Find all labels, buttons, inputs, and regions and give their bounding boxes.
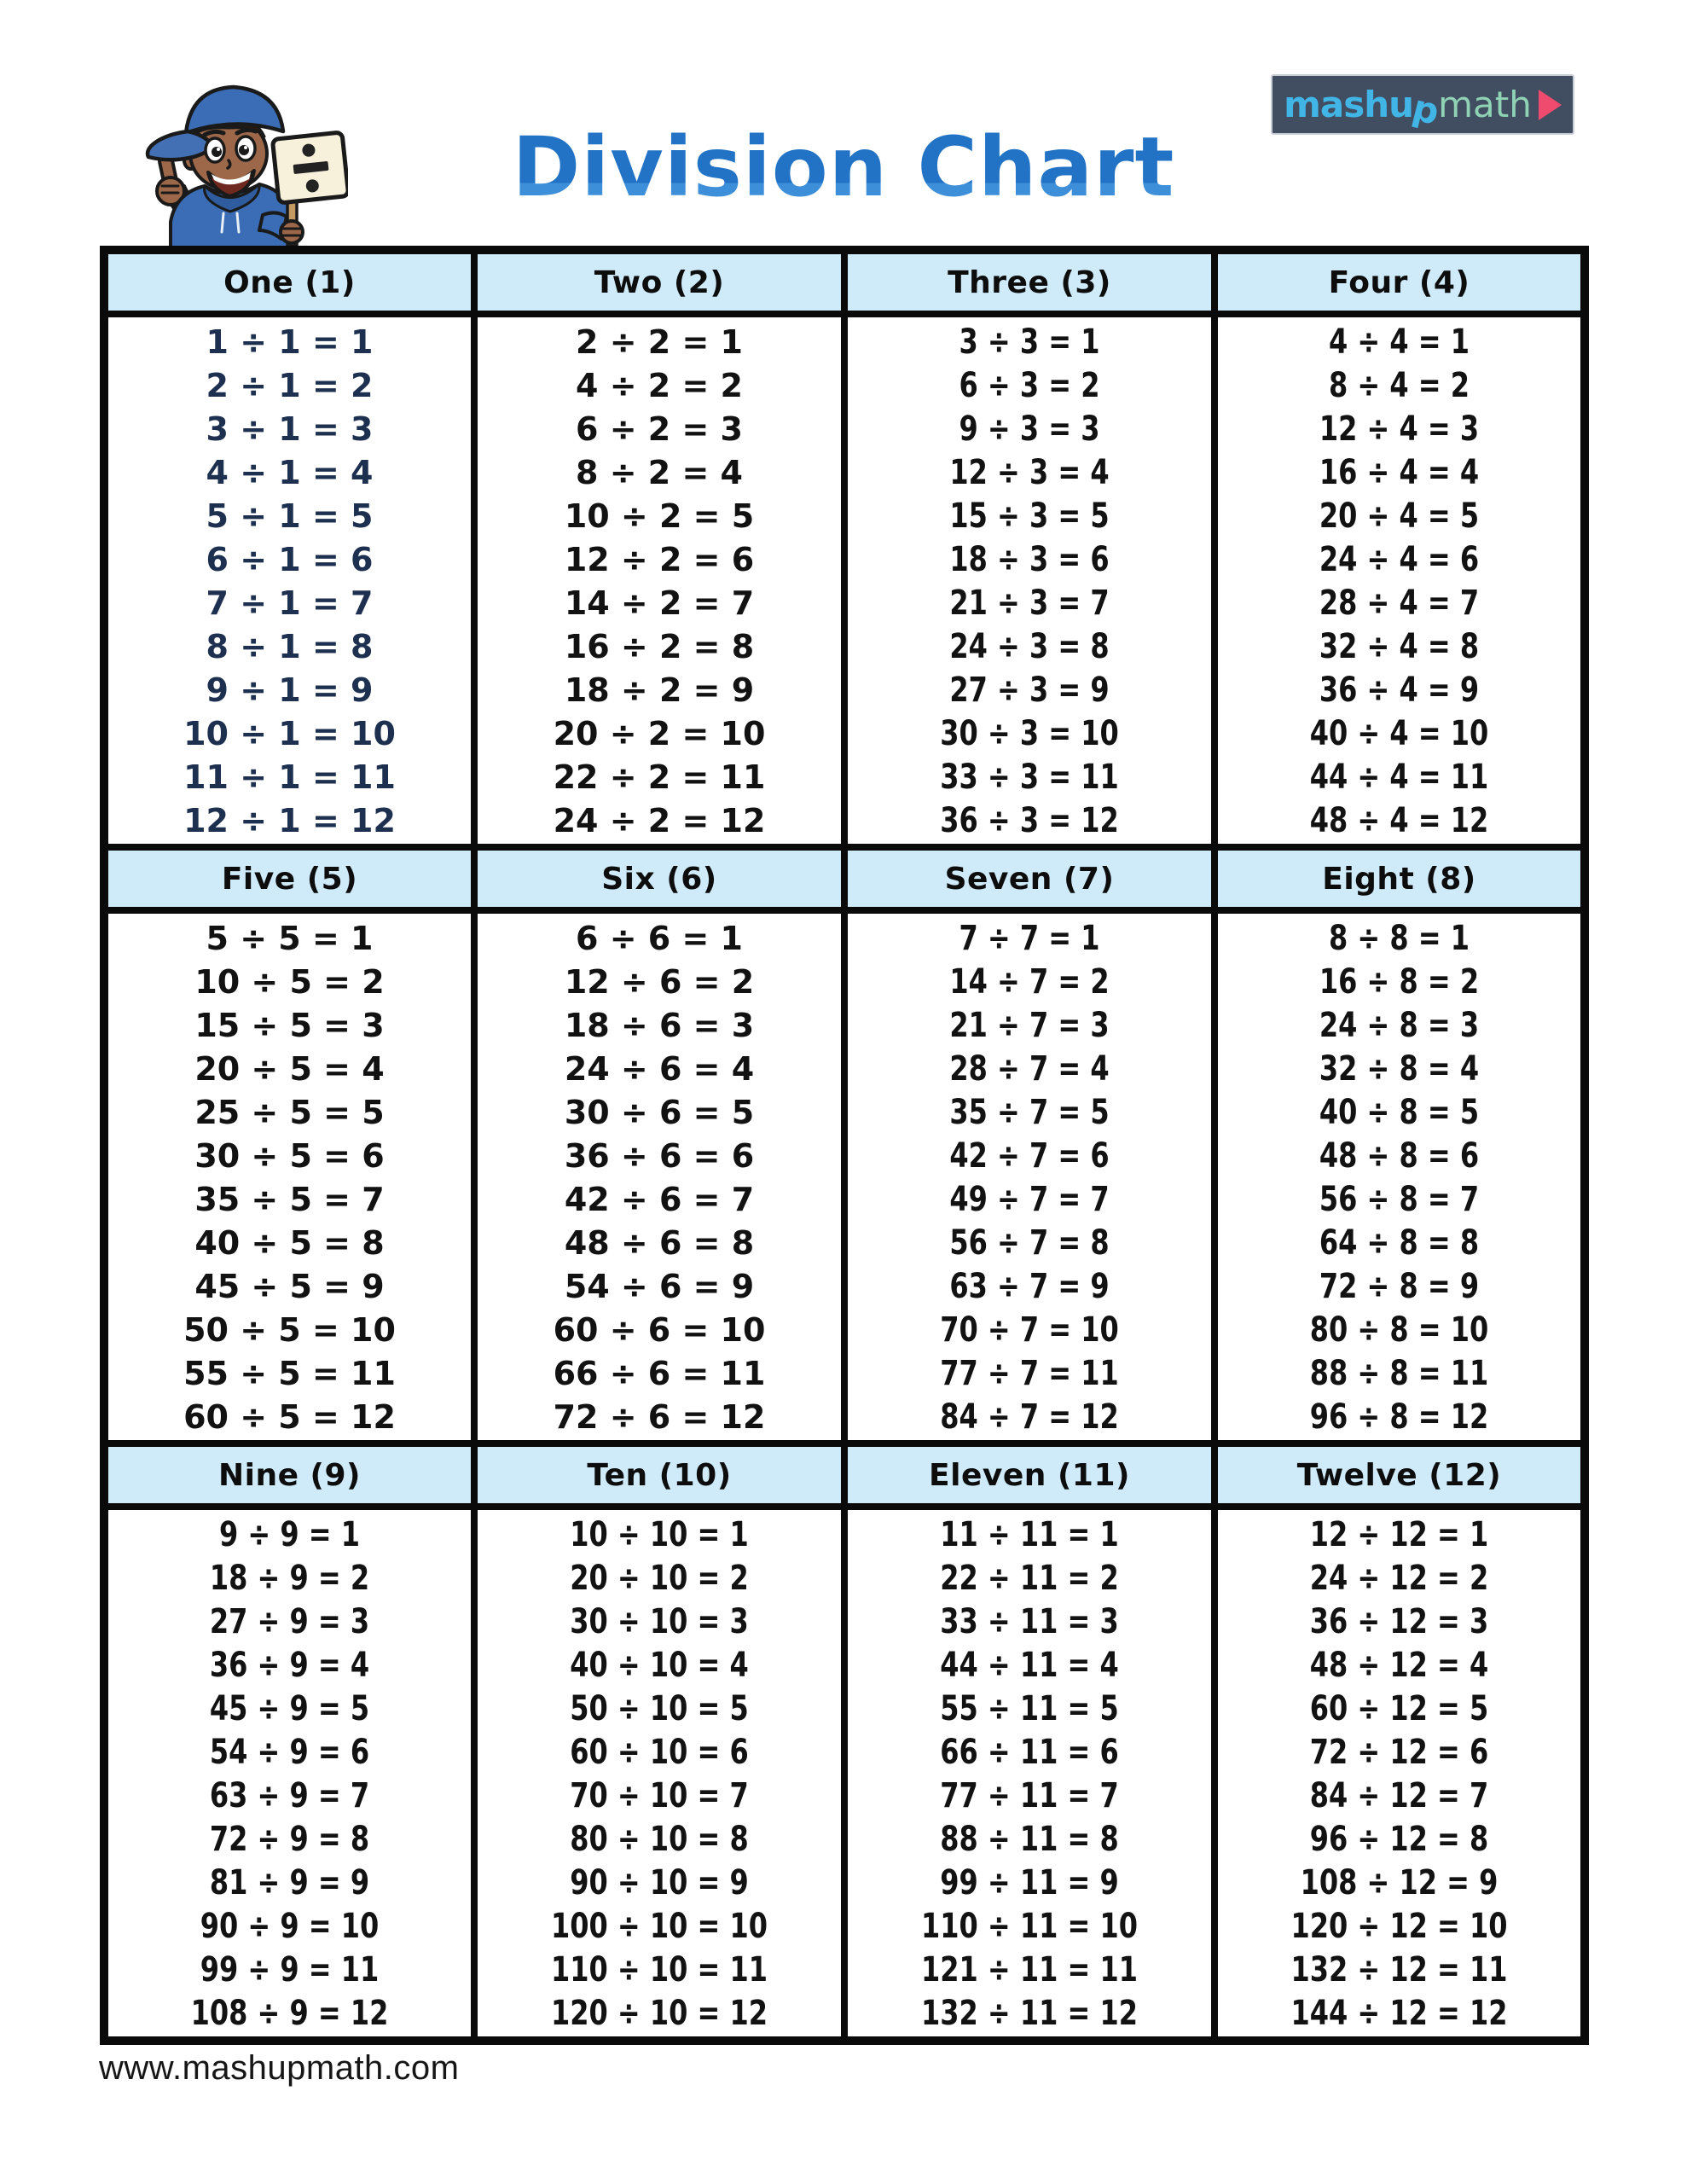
table-header-label: Twelve (12) xyxy=(1296,1457,1502,1493)
division-fact: 11 ÷ 11 = 1 xyxy=(940,1515,1119,1554)
division-fact: 77 ÷ 7 = 11 xyxy=(940,1354,1119,1393)
division-fact: 21 ÷ 3 = 7 xyxy=(949,584,1110,623)
division-fact: 70 ÷ 10 = 7 xyxy=(570,1776,749,1815)
division-fact: 90 ÷ 9 = 10 xyxy=(200,1907,380,1946)
division-fact: 14 ÷ 2 = 7 xyxy=(564,584,755,622)
division-sign-icon xyxy=(272,132,348,203)
division-fact: 16 ÷ 2 = 8 xyxy=(564,628,755,665)
division-fact: 40 ÷ 10 = 4 xyxy=(570,1646,749,1685)
division-fact: 8 ÷ 8 = 1 xyxy=(1329,919,1470,958)
division-fact: 7 ÷ 1 = 7 xyxy=(206,584,374,622)
division-fact: 8 ÷ 4 = 2 xyxy=(1329,366,1470,405)
division-fact: 120 ÷ 12 = 10 xyxy=(1290,1907,1508,1946)
division-fact: 72 ÷ 12 = 6 xyxy=(1309,1733,1489,1772)
facts-cell-two xyxy=(474,314,844,847)
division-fact: 32 ÷ 8 = 4 xyxy=(1319,1049,1480,1089)
division-fact: 55 ÷ 11 = 5 xyxy=(940,1689,1119,1728)
division-fact: 4 ÷ 2 = 2 xyxy=(576,367,743,404)
division-fact: 132 ÷ 11 = 12 xyxy=(920,1994,1139,2033)
table-header-label: Eight (8) xyxy=(1322,861,1476,897)
table-header-five xyxy=(104,847,474,910)
division-fact: 72 ÷ 8 = 9 xyxy=(1319,1267,1480,1306)
division-fact: 6 ÷ 1 = 6 xyxy=(206,541,374,578)
division-fact: 55 ÷ 5 = 11 xyxy=(183,1355,396,1392)
division-fact: 7 ÷ 7 = 1 xyxy=(959,919,1100,958)
division-fact: 4 ÷ 4 = 1 xyxy=(1329,322,1470,362)
facts-cell-five xyxy=(104,910,474,1443)
table-header-two xyxy=(474,250,844,314)
division-fact: 8 ÷ 1 = 8 xyxy=(206,628,374,665)
division-fact: 40 ÷ 5 = 8 xyxy=(194,1224,385,1262)
division-fact: 24 ÷ 8 = 3 xyxy=(1319,1006,1480,1045)
division-fact: 45 ÷ 5 = 9 xyxy=(194,1268,385,1305)
facts-cell-three xyxy=(844,314,1215,847)
division-fact: 42 ÷ 7 = 6 xyxy=(949,1136,1110,1176)
table-header-label: Nine (9) xyxy=(217,1457,361,1493)
division-fact: 40 ÷ 4 = 10 xyxy=(1309,714,1489,753)
table-header-six xyxy=(474,847,844,910)
division-fact: 16 ÷ 4 = 4 xyxy=(1319,453,1480,492)
division-fact: 2 ÷ 1 = 2 xyxy=(206,367,374,404)
division-fact: 60 ÷ 6 = 10 xyxy=(553,1311,766,1349)
division-fact: 84 ÷ 7 = 12 xyxy=(940,1397,1119,1437)
division-fact: 77 ÷ 11 = 7 xyxy=(940,1776,1119,1815)
division-fact: 36 ÷ 9 = 4 xyxy=(209,1646,370,1685)
table-header-nine xyxy=(104,1443,474,1507)
division-fact: 88 ÷ 8 = 11 xyxy=(1309,1354,1489,1393)
division-fact: 24 ÷ 3 = 8 xyxy=(949,627,1110,666)
table-header-seven xyxy=(844,847,1215,910)
division-fact: 33 ÷ 11 = 3 xyxy=(940,1602,1119,1641)
facts-cell-eight xyxy=(1215,910,1585,1443)
division-fact: 12 ÷ 3 = 4 xyxy=(949,453,1110,492)
facts-cell-twelve xyxy=(1215,1507,1585,2041)
mascot-boy-division-sign-illustration xyxy=(133,72,348,253)
division-fact: 50 ÷ 5 = 10 xyxy=(183,1311,396,1349)
division-fact: 8 ÷ 2 = 4 xyxy=(576,454,743,491)
division-fact: 60 ÷ 12 = 5 xyxy=(1309,1689,1489,1728)
division-fact: 28 ÷ 4 = 7 xyxy=(1319,584,1480,623)
facts-cell-seven xyxy=(844,910,1215,1443)
logo-text-mashup: mashup xyxy=(1284,84,1443,133)
division-fact: 6 ÷ 3 = 2 xyxy=(959,366,1100,405)
division-fact: 64 ÷ 8 = 8 xyxy=(1319,1223,1480,1263)
division-fact: 20 ÷ 2 = 10 xyxy=(553,715,766,752)
division-fact: 45 ÷ 9 = 5 xyxy=(209,1689,370,1728)
division-fact: 80 ÷ 10 = 8 xyxy=(570,1820,749,1859)
division-fact: 5 ÷ 1 = 5 xyxy=(206,497,374,535)
facts-cell-eleven xyxy=(844,1507,1215,2041)
division-fact: 21 ÷ 7 = 3 xyxy=(949,1006,1110,1045)
division-fact: 108 ÷ 9 = 12 xyxy=(190,1994,389,2033)
division-fact: 22 ÷ 2 = 11 xyxy=(553,758,766,796)
table-header-label: Five (5) xyxy=(221,861,358,897)
division-fact: 12 ÷ 12 = 1 xyxy=(1309,1515,1489,1554)
logo-text-math: math xyxy=(1438,84,1532,125)
division-fact: 63 ÷ 7 = 9 xyxy=(949,1267,1110,1306)
division-fact: 44 ÷ 4 = 11 xyxy=(1309,758,1489,797)
division-fact: 35 ÷ 7 = 5 xyxy=(949,1093,1110,1132)
division-fact: 33 ÷ 3 = 11 xyxy=(940,758,1119,797)
division-fact: 4 ÷ 1 = 4 xyxy=(206,454,374,491)
division-fact: 121 ÷ 11 = 11 xyxy=(920,1950,1139,1989)
division-fact: 6 ÷ 6 = 1 xyxy=(576,920,743,957)
division-fact: 108 ÷ 12 = 9 xyxy=(1300,1863,1499,1902)
table-header-label: One (1) xyxy=(223,264,356,300)
division-fact: 44 ÷ 11 = 4 xyxy=(940,1646,1119,1685)
division-fact: 12 ÷ 4 = 3 xyxy=(1319,410,1480,449)
table-header-three xyxy=(844,250,1215,314)
table-header-label: Six (6) xyxy=(601,861,717,897)
division-fact: 16 ÷ 8 = 2 xyxy=(1319,962,1480,1002)
table-header-eight xyxy=(1215,847,1585,910)
division-fact: 54 ÷ 6 = 9 xyxy=(564,1268,755,1305)
facts-cell-one xyxy=(104,314,474,847)
division-fact: 96 ÷ 12 = 8 xyxy=(1309,1820,1489,1859)
table-header-label: Eleven (11) xyxy=(929,1457,1130,1493)
division-fact: 27 ÷ 3 = 9 xyxy=(949,671,1110,710)
division-fact: 36 ÷ 3 = 12 xyxy=(940,801,1119,840)
division-fact: 11 ÷ 1 = 11 xyxy=(183,758,396,796)
division-fact: 2 ÷ 2 = 1 xyxy=(576,323,743,361)
table-header-eleven xyxy=(844,1443,1215,1507)
division-fact: 99 ÷ 11 = 9 xyxy=(940,1863,1119,1902)
footer-url: www.mashupmath.com xyxy=(99,2049,460,2087)
division-fact: 88 ÷ 11 = 8 xyxy=(940,1820,1119,1859)
division-fact: 132 ÷ 12 = 11 xyxy=(1290,1950,1508,1989)
division-fact: 90 ÷ 10 = 9 xyxy=(570,1863,749,1902)
division-fact: 56 ÷ 8 = 7 xyxy=(1319,1180,1480,1219)
division-fact: 6 ÷ 2 = 3 xyxy=(576,410,743,448)
division-fact: 10 ÷ 2 = 5 xyxy=(564,497,755,535)
division-fact: 24 ÷ 2 = 12 xyxy=(553,802,766,839)
division-fact: 15 ÷ 5 = 3 xyxy=(194,1007,385,1044)
division-fact: 36 ÷ 6 = 6 xyxy=(564,1137,755,1175)
division-fact: 22 ÷ 11 = 2 xyxy=(940,1559,1119,1598)
division-fact: 9 ÷ 9 = 1 xyxy=(219,1515,360,1554)
division-fact: 72 ÷ 6 = 12 xyxy=(553,1398,766,1436)
division-fact: 110 ÷ 10 = 11 xyxy=(550,1950,768,1989)
division-fact: 36 ÷ 12 = 3 xyxy=(1309,1602,1489,1641)
table-header-label: Three (3) xyxy=(948,264,1111,300)
division-fact: 12 ÷ 6 = 2 xyxy=(564,963,755,1001)
division-fact: 10 ÷ 1 = 10 xyxy=(183,715,396,752)
division-fact: 80 ÷ 8 = 10 xyxy=(1309,1310,1489,1350)
division-table xyxy=(100,246,1589,2045)
division-fact: 18 ÷ 9 = 2 xyxy=(209,1559,370,1598)
division-fact: 63 ÷ 9 = 7 xyxy=(209,1776,370,1815)
division-fact: 99 ÷ 9 = 11 xyxy=(200,1950,380,1989)
facts-cell-four xyxy=(1215,314,1585,847)
division-fact: 120 ÷ 10 = 12 xyxy=(550,1994,768,2033)
division-fact: 42 ÷ 6 = 7 xyxy=(564,1181,755,1218)
division-fact: 110 ÷ 11 = 10 xyxy=(920,1907,1139,1946)
division-fact: 60 ÷ 5 = 12 xyxy=(183,1398,396,1436)
division-fact: 40 ÷ 8 = 5 xyxy=(1319,1093,1480,1132)
facts-cell-six xyxy=(474,910,844,1443)
division-fact: 48 ÷ 12 = 4 xyxy=(1309,1646,1489,1685)
table-header-twelve xyxy=(1215,1443,1585,1507)
division-fact: 144 ÷ 12 = 12 xyxy=(1290,1994,1508,2033)
table-header-label: Seven (7) xyxy=(944,861,1115,897)
division-fact: 20 ÷ 10 = 2 xyxy=(570,1559,749,1598)
facts-cell-ten xyxy=(474,1507,844,2041)
division-fact: 70 ÷ 7 = 10 xyxy=(940,1310,1119,1350)
mashupmath-logo xyxy=(1271,74,1574,135)
table-header-label: Four (4) xyxy=(1328,264,1470,300)
division-fact: 66 ÷ 6 = 11 xyxy=(553,1355,766,1392)
division-fact: 48 ÷ 4 = 12 xyxy=(1309,801,1489,840)
division-fact: 72 ÷ 9 = 8 xyxy=(209,1820,370,1859)
division-fact: 12 ÷ 2 = 6 xyxy=(564,541,755,578)
division-fact: 30 ÷ 10 = 3 xyxy=(570,1602,749,1641)
division-fact: 1 ÷ 1 = 1 xyxy=(206,323,374,361)
division-fact: 14 ÷ 7 = 2 xyxy=(949,962,1110,1002)
division-fact: 24 ÷ 12 = 2 xyxy=(1309,1559,1489,1598)
division-fact: 81 ÷ 9 = 9 xyxy=(209,1863,370,1902)
division-fact: 36 ÷ 4 = 9 xyxy=(1319,671,1480,710)
division-fact: 28 ÷ 7 = 4 xyxy=(949,1049,1110,1089)
division-fact: 9 ÷ 3 = 3 xyxy=(959,410,1100,449)
division-fact: 30 ÷ 3 = 10 xyxy=(940,714,1119,753)
table-header-ten xyxy=(474,1443,844,1507)
division-fact: 3 ÷ 1 = 3 xyxy=(206,410,374,448)
division-fact: 10 ÷ 5 = 2 xyxy=(194,963,385,1001)
division-fact: 10 ÷ 10 = 1 xyxy=(570,1515,749,1554)
table-header-one xyxy=(104,250,474,314)
division-fact: 30 ÷ 6 = 5 xyxy=(564,1094,755,1131)
division-fact: 84 ÷ 12 = 7 xyxy=(1309,1776,1489,1815)
division-fact: 56 ÷ 7 = 8 xyxy=(949,1223,1110,1263)
division-fact: 18 ÷ 2 = 9 xyxy=(564,671,755,709)
division-fact: 3 ÷ 3 = 1 xyxy=(959,322,1100,362)
page-title: Division Chart xyxy=(512,119,1175,215)
table-header-four xyxy=(1215,250,1585,314)
division-fact: 12 ÷ 1 = 12 xyxy=(183,802,396,839)
division-fact: 49 ÷ 7 = 7 xyxy=(949,1180,1110,1219)
division-fact: 9 ÷ 1 = 9 xyxy=(206,671,374,709)
division-fact: 24 ÷ 4 = 6 xyxy=(1319,540,1480,579)
division-fact: 27 ÷ 9 = 3 xyxy=(209,1602,370,1641)
division-fact: 30 ÷ 5 = 6 xyxy=(194,1137,385,1175)
division-fact: 50 ÷ 10 = 5 xyxy=(570,1689,749,1728)
division-fact: 20 ÷ 4 = 5 xyxy=(1319,497,1480,536)
division-fact: 48 ÷ 6 = 8 xyxy=(564,1224,755,1262)
table-header-label: Ten (10) xyxy=(587,1457,732,1493)
division-fact: 66 ÷ 11 = 6 xyxy=(940,1733,1119,1772)
division-fact: 18 ÷ 6 = 3 xyxy=(564,1007,755,1044)
division-fact: 24 ÷ 6 = 4 xyxy=(564,1050,755,1088)
division-fact: 54 ÷ 9 = 6 xyxy=(209,1733,370,1772)
division-fact: 25 ÷ 5 = 5 xyxy=(194,1094,385,1131)
division-fact: 5 ÷ 5 = 1 xyxy=(206,920,374,957)
division-fact: 60 ÷ 10 = 6 xyxy=(570,1733,749,1772)
division-fact: 35 ÷ 5 = 7 xyxy=(194,1181,385,1218)
division-fact: 100 ÷ 10 = 10 xyxy=(550,1907,768,1946)
division-fact: 15 ÷ 3 = 5 xyxy=(949,497,1110,536)
division-fact: 48 ÷ 8 = 6 xyxy=(1319,1136,1480,1176)
division-fact: 32 ÷ 4 = 8 xyxy=(1319,627,1480,666)
division-fact: 96 ÷ 8 = 12 xyxy=(1309,1397,1489,1437)
division-fact: 18 ÷ 3 = 6 xyxy=(949,540,1110,579)
table-header-label: Two (2) xyxy=(594,264,725,300)
facts-cell-nine xyxy=(104,1507,474,2041)
play-triangle-icon xyxy=(1539,90,1562,120)
division-fact: 20 ÷ 5 = 4 xyxy=(194,1050,385,1088)
